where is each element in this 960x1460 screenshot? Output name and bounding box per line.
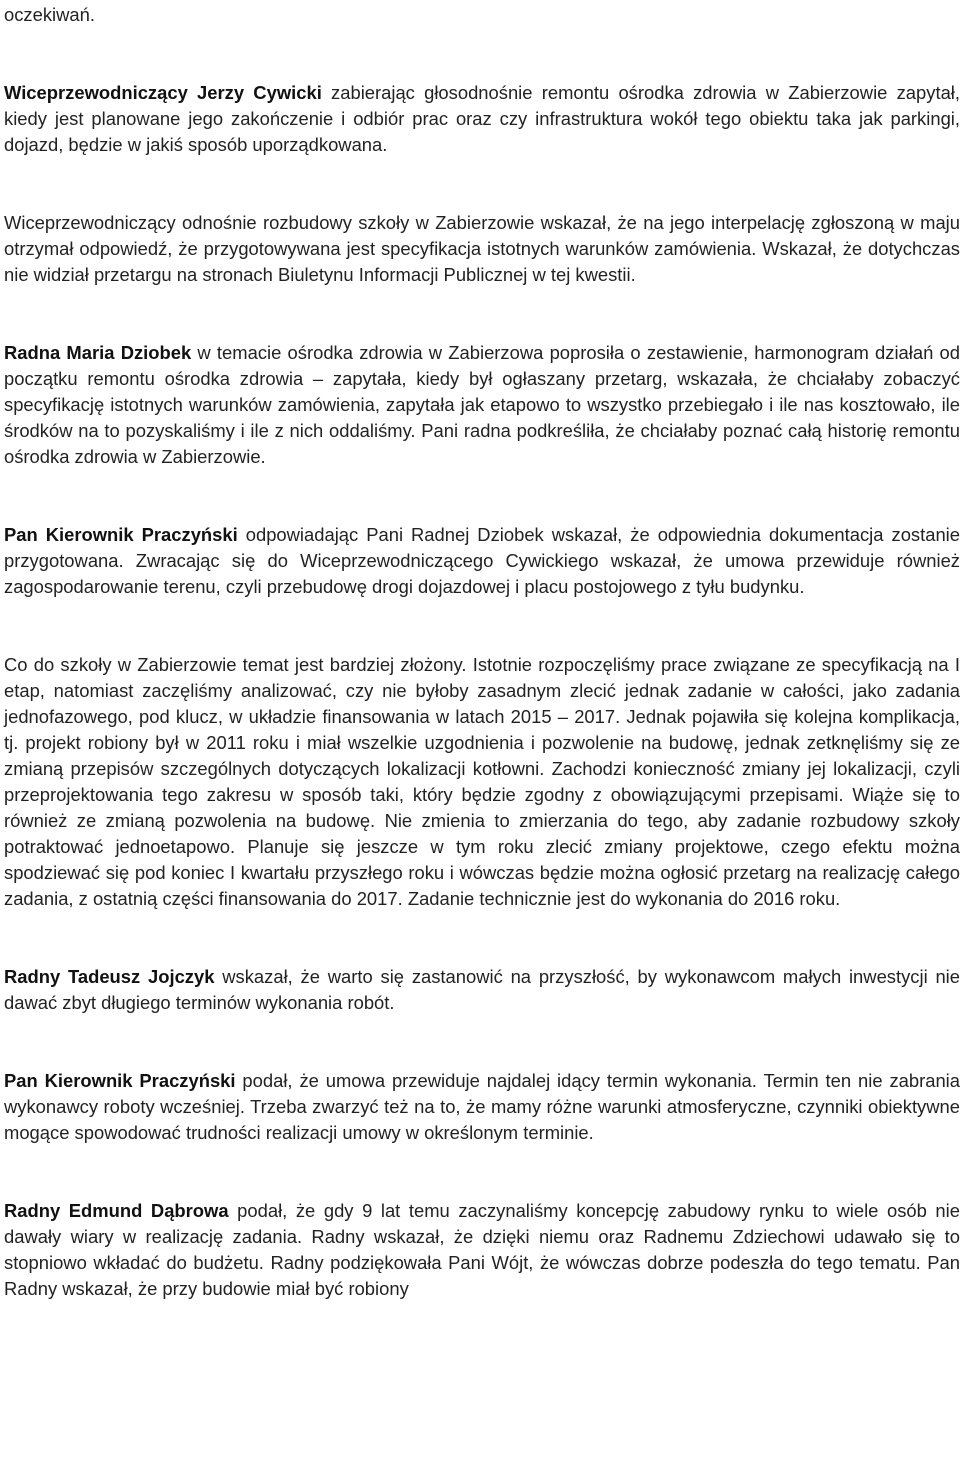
paragraph-praczynski-reply [4, 522, 960, 600]
document-page [4, 2, 960, 1302]
paragraph-text: podał, że umowa przewiduje najdalej idący termin wykonania. Termin ten nie zabrania wykonawcy roboty wcześniej. Trzeba zwarzyć też na to, że mamy różne warunki atmosferyczne, czynniki obiektywne mogące spowodować trudności realizacji umowy w określonym terminie. [4, 1070, 960, 1143]
paragraph-text: Co do szkoły w Zabierzowie temat jest bardziej złożony. Istotnie rozpoczęliśmy prace związane ze specyfikacją na I etap, natomiast zaczęliśmy analizować, czy nie byłoby zasadnym zlecić jednak zadanie w całości, jako zadania jednofazowego, pod klucz, w układzie finansowania w latach 2015 – 2017. Jednak pojawiła się kolejna komplikacja, tj. projekt robiony był w 2011 roku i miał wszelkie uzgodnienia i pozwolenie na budowę, jednak zetknęliśmy się ze zmianą przepisów szczególnych dotyczących lokalizacji kotłowni. Zachodzi konieczność zmiany jej lokalizacji, czyli przeprojektowania tego zakresu w sposób taki, który będzie zgodny z obowiązującymi przepisami. Wiąże się to również ze zmianą pozwolenia na budowę. Nie zmienia to zmierzania do tego, aby zadanie rozbudowy szkoły potraktować jednoetapowo. Planuje się jeszcze w tym roku zlecić zmiany projektowe, czego efektu można spodziewać się pod koniec I kwartału przyszłego roku i wówczas będzie można ogłosić przetarg na realizację całego zadania, z ostatnią części finansowania do 2017. Zadanie technicznie jest do wykonania do 2016 roku. [4, 654, 960, 909]
speaker-name: Pan Kierownik Praczyński [4, 524, 238, 545]
paragraph-jojczyk [4, 964, 960, 1016]
speaker-name: Radna Maria Dziobek [4, 342, 192, 363]
speaker-name: Wiceprzewodniczący Jerzy Cywicki [4, 82, 322, 103]
paragraph-text: Wiceprzewodniczący odnośnie rozbudowy szkoły w Zabierzowie wskazał, że na jego interpelację zgłoszoną w maju otrzymał odpowiedź, że przygotowywana jest specyfikacja istotnych warunków zamówienia. Wskazał, że dotychczas nie widział przetargu na stronach Biuletynu Informacji Publicznej w tej kwestii. [4, 212, 960, 285]
paragraph-praczynski-terms [4, 1068, 960, 1146]
speaker-name: Radny Tadeusz Jojczyk [4, 966, 215, 987]
paragraph-text: podał, że gdy 9 lat temu zaczynaliśmy koncepcję zabudowy rynku to wiele osób nie dawały wiary w realizację zadania. Radny wskazał, że dzięki niemu oraz Radnemu Zdziechowi udawało się to stopniowo wkładać do budżetu. Radny podziękowała Pani Wójt, że wówczas dobrze podeszła do tego tematu. Pan Radny wskazał, że przy budowie miał być robiony [4, 1200, 960, 1299]
paragraph-dabrowa [4, 1198, 960, 1302]
paragraph-text: w temacie ośrodka zdrowia w Zabierzowa poprosiła o zestawienie, harmonogram działań od początku remontu ośrodka zdrowia – zapytała, kiedy był ogłaszany przetarg, wskazała, że chciałaby zobaczyć specyfikację istotnych warunków zamówienia, zapytała jak etapowo to wszystko przebiegało i ile nas kosztowało, ile środków na to pozyskaliśmy i ile z nich oddaliśmy. Pani radna podkreśliła, że chciałaby poznać całą historię remontu ośrodka zdrowia w Zabierzowie. [4, 342, 960, 467]
paragraph-cywicki-health-center [4, 80, 960, 158]
paragraph-text: oczekiwań. [4, 4, 95, 25]
paragraph-continuation [4, 2, 960, 28]
paragraph-text: odpowiadając Pani Radnej Dziobek wskazał, że odpowiednia dokumentacja zostanie przygotowana. Zwracając się do Wiceprzewodniczącego Cywickiego wskazał, że umowa przewiduje również zagospodarowanie terenu, czyli przebudowę drogi dojazdowej i placu postojowego z tyłu budynku. [4, 524, 960, 597]
paragraph-text: zabierając głosodnośnie remontu ośrodka zdrowia w Zabierzowie zapytał, kiedy jest planowane jego zakończenie i odbiór prac oraz czy infrastruktura wokół tego obiektu taka jak parkingi, dojazd, będzie w jakiś sposób uporządkowana. [4, 82, 960, 155]
paragraph-school-details [4, 652, 960, 912]
paragraph-school-expansion [4, 210, 960, 288]
speaker-name: Pan Kierownik Praczyński [4, 1070, 236, 1091]
speaker-name: Radny Edmund Dąbrowa [4, 1200, 229, 1221]
paragraph-text: wskazał, że warto się zastanowić na przyszłość, by wykonawcom małych inwestycji nie dawać zbyt długiego terminów wykonania robót. [4, 966, 960, 1013]
paragraph-dziobek [4, 340, 960, 470]
